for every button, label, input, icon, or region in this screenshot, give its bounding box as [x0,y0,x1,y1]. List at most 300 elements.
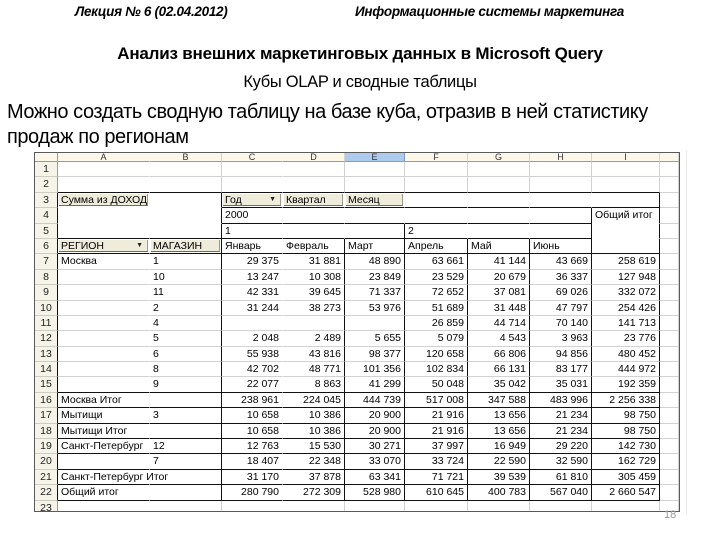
cell-J13[interactable] [660,347,679,362]
column-header-J[interactable] [660,153,679,162]
cell-I8-total[interactable]: 127 948 [592,270,660,285]
sheet-row-9 [35,285,679,300]
cell-A8-region[interactable] [58,270,150,285]
cell-I23[interactable] [592,501,660,512]
cell-I14-total[interactable]: 444 972 [592,362,660,377]
body-line-2: продаж по регионам [7,126,189,148]
cell-A21-region[interactable]: Санкт-Петербург Итог [58,470,150,485]
column-header-F[interactable]: F [405,153,468,162]
cell-J22[interactable] [660,485,679,500]
cell-I20-total[interactable]: 162 729 [592,454,660,469]
slide-title: Анализ внешних маркетинговых данных в Microsoft Query [117,44,603,63]
cell-J5[interactable] [660,224,679,239]
cell-E13[interactable]: 98 377 [345,347,405,362]
cell-I3[interactable] [592,193,660,208]
month-field-button[interactable] [346,194,403,206]
cell-H8[interactable]: 36 337 [530,270,592,285]
month-field-label: Месяц [348,193,380,206]
cell-G2[interactable] [468,177,530,192]
cell-G12[interactable]: 4 543 [468,331,530,346]
course-title: Информационные системы маркетинга [355,4,624,19]
cell-F9[interactable]: 72 652 [405,285,468,300]
sheet-row-4 [35,208,679,223]
cell-G14[interactable]: 66 131 [468,362,530,377]
cell-J11[interactable] [660,316,679,331]
cell-A15-region[interactable] [58,377,150,392]
cell-G3[interactable] [468,193,530,208]
cell-H15[interactable]: 35 031 [530,377,592,392]
cell-D9[interactable]: 39 645 [283,285,345,300]
cell-E9[interactable]: 71 337 [345,285,405,300]
cell-D14[interactable]: 48 771 [283,362,345,377]
month-header-january[interactable]: Январь [222,239,283,254]
cell-B18-store[interactable] [150,424,222,439]
cell-A16-region[interactable]: Москва Итог [58,393,150,408]
cell-J8[interactable] [660,270,679,285]
cell-G7[interactable]: 41 144 [468,254,530,269]
cell-J1[interactable] [660,162,679,177]
store-field-label: МАГАЗИН [153,239,203,252]
cell-E15[interactable]: 41 299 [345,377,405,392]
cell-E3[interactable] [345,193,405,208]
cell-I18-total[interactable]: 98 750 [592,424,660,439]
cell-G19[interactable]: 16 949 [468,439,530,454]
cell-C15[interactable]: 22 077 [222,377,283,392]
body-line-1: Можно создать сводную таблицу на базе куба, отразив в ней статистику [7,101,648,123]
row-header-5[interactable]: 5 [35,224,58,239]
cell-H9[interactable]: 69 026 [530,285,592,300]
cell-G17[interactable]: 13 656 [468,408,530,423]
cell-B13-store[interactable]: 6 [150,347,222,362]
cell-D21[interactable]: 37 878 [283,470,345,485]
sheet-row-10 [35,301,679,316]
cell-G10[interactable]: 31 448 [468,301,530,316]
cell-H2[interactable] [530,177,592,192]
cell-G11[interactable]: 44 714 [468,316,530,331]
cell-I17-total[interactable]: 98 750 [592,408,660,423]
cell-F8[interactable]: 23 529 [405,270,468,285]
cell-C22[interactable]: 280 790 [222,485,283,500]
cell-F11[interactable]: 26 859 [405,316,468,331]
sheet-row-1 [35,162,679,177]
sheet-row-8 [35,270,679,285]
cell-I10-total[interactable]: 254 426 [592,301,660,316]
row-header-4[interactable]: 4 [35,208,58,223]
cell-G22[interactable]: 400 783 [468,485,530,500]
cell-B2[interactable] [150,177,222,192]
month-header-march[interactable]: Март [345,239,405,254]
sheet-row-2 [35,177,679,192]
cell-H19[interactable]: 29 220 [530,439,592,454]
cell-E2[interactable] [345,177,405,192]
cell-G16[interactable]: 347 588 [468,393,530,408]
cell-F21[interactable]: 71 721 [405,470,468,485]
slide-subtitle: Кубы OLAP и сводные таблицы [243,73,477,91]
cell-F4[interactable] [405,208,468,223]
cell-C19[interactable]: 12 763 [222,439,283,454]
data-field-label: Сумма из ДОХОД [61,193,148,206]
sheet-row-17 [35,408,679,423]
cell-F16[interactable]: 517 008 [405,393,468,408]
cell-G4[interactable] [468,208,530,223]
cell-J15[interactable] [660,377,679,392]
cell-E21[interactable]: 63 341 [345,470,405,485]
cell-J7[interactable] [660,254,679,269]
cell-H4[interactable] [530,208,592,223]
cell-E17[interactable]: 20 900 [345,408,405,423]
cell-A9-region[interactable] [58,285,150,300]
cell-C21[interactable]: 31 170 [222,470,283,485]
month-header-april[interactable]: Апрель [405,239,468,254]
cell-H10[interactable]: 47 797 [530,301,592,316]
column-header-G[interactable]: G [468,153,530,162]
cell-A23[interactable] [58,501,150,512]
quarter-field-button[interactable] [284,194,343,206]
cell-H16[interactable]: 483 996 [530,393,592,408]
cell-B16-store[interactable] [150,393,222,408]
cell-D16[interactable]: 224 045 [283,393,345,408]
cell-E22[interactable]: 528 980 [345,485,405,500]
cell-C18[interactable]: 10 658 [222,424,283,439]
cell-D19[interactable]: 15 530 [283,439,345,454]
cell-E16[interactable]: 444 739 [345,393,405,408]
cell-D8[interactable]: 10 308 [283,270,345,285]
cell-I11-total[interactable]: 141 713 [592,316,660,331]
row-header-21[interactable]: 21 [35,470,58,485]
cell-G9[interactable]: 37 081 [468,285,530,300]
cell-D22[interactable]: 272 309 [283,485,345,500]
cell-J2[interactable] [660,177,679,192]
cell-E5[interactable] [345,224,405,239]
cell-H7[interactable]: 43 669 [530,254,592,269]
cell-A17-region[interactable]: Мытищи [58,408,150,423]
sheet-row-12 [35,331,679,346]
cell-G20[interactable]: 22 590 [468,454,530,469]
cell-C9[interactable]: 42 331 [222,285,283,300]
cell-B22-store[interactable] [150,485,222,500]
cell-E23[interactable] [345,501,405,512]
cell-A7-region[interactable]: Москва [58,254,150,269]
cell-I19-total[interactable]: 142 730 [592,439,660,454]
cell-B10-store[interactable]: 2 [150,301,222,316]
cell-H1[interactable] [530,162,592,177]
cell-D15[interactable]: 8 863 [283,377,345,392]
sheet-row-13 [35,347,679,362]
cell-H12[interactable]: 3 963 [530,331,592,346]
cell-H14[interactable]: 83 177 [530,362,592,377]
row-header-8[interactable]: 8 [35,270,58,285]
cell-J6[interactable] [660,239,679,254]
cell-G18[interactable]: 13 656 [468,424,530,439]
cell-G1[interactable] [468,162,530,177]
cell-A2[interactable] [58,177,150,192]
cell-C12[interactable]: 2 048 [222,331,283,346]
cell-F2[interactable] [405,177,468,192]
row-header-14[interactable]: 14 [35,362,58,377]
month-header-june[interactable]: Июнь [530,239,592,254]
cell-J21[interactable] [660,470,679,485]
column-header-D[interactable]: D [283,153,345,162]
cell-E18[interactable]: 20 900 [345,424,405,439]
year-field-button[interactable] [223,194,281,206]
cell-G8[interactable]: 20 679 [468,270,530,285]
divider [686,150,687,515]
cell-I9-total[interactable]: 332 072 [592,285,660,300]
store-field-button[interactable] [151,240,220,252]
cell-E11[interactable] [345,316,405,331]
column-header-H[interactable]: H [530,153,592,162]
cell-I16-total[interactable]: 2 256 338 [592,393,660,408]
cell-A14-region[interactable] [58,362,150,377]
sheet-row-3 [35,193,679,208]
cell-E1[interactable] [345,162,405,177]
row-header-3[interactable]: 3 [35,193,58,208]
cell-D1[interactable] [283,162,345,177]
cell-A1[interactable] [58,162,150,177]
cell-B7-store[interactable]: 1 [150,254,222,269]
cell-H5[interactable] [530,224,592,239]
cell-B14-store[interactable]: 8 [150,362,222,377]
cell-E4[interactable] [345,208,405,223]
cell-I5[interactable] [592,224,660,239]
row-header-19[interactable]: 19 [35,439,58,454]
row-header-1[interactable]: 1 [35,162,58,177]
cell-D23[interactable] [283,501,345,512]
quarter-field-label: Квартал [286,193,326,206]
cell-F10[interactable]: 51 689 [405,301,468,316]
cell-F1[interactable] [405,162,468,177]
cell-F18[interactable]: 21 916 [405,424,468,439]
cell-B1[interactable] [150,162,222,177]
cell-B23[interactable] [150,501,222,512]
row-header-18[interactable]: 18 [35,424,58,439]
cell-D20[interactable]: 22 348 [283,454,345,469]
cell-D3[interactable] [283,193,345,208]
cell-D12[interactable]: 2 489 [283,331,345,346]
row-header-9[interactable]: 9 [35,285,58,300]
sheet-row-7 [35,254,679,269]
cell-H21[interactable]: 61 810 [530,470,592,485]
cell-I2[interactable] [592,177,660,192]
cell-G15[interactable]: 35 042 [468,377,530,392]
select-all-corner[interactable] [35,153,58,162]
data-field-button[interactable] [59,194,148,206]
cell-D17[interactable]: 10 386 [283,408,345,423]
cell-H17[interactable]: 21 234 [530,408,592,423]
cell-H3[interactable] [530,193,592,208]
cell-C23[interactable] [222,501,283,512]
cell-F17[interactable]: 21 916 [405,408,468,423]
sheet-row-18 [35,424,679,439]
cell-E19[interactable]: 30 271 [345,439,405,454]
cell-J3[interactable] [660,193,679,208]
grand-total-header[interactable]: Общий итог [592,208,660,223]
cell-D7[interactable]: 31 881 [283,254,345,269]
row-header-15[interactable]: 15 [35,377,58,392]
cell-A10-region[interactable] [58,301,150,316]
cell-A22-region[interactable]: Общий итог [58,485,150,500]
cell-G21[interactable]: 39 539 [468,470,530,485]
cell-J14[interactable] [660,362,679,377]
cell-F7[interactable]: 63 661 [405,254,468,269]
cell-H18[interactable]: 21 234 [530,424,592,439]
cell-B8-store[interactable]: 10 [150,270,222,285]
sheet-row-15 [35,377,679,392]
sheet-row-23 [35,501,679,512]
cell-C5-quarter-1[interactable]: 1 [222,224,283,239]
cell-F15[interactable]: 50 048 [405,377,468,392]
cell-C8[interactable]: 13 247 [222,270,283,285]
cell-E7[interactable]: 48 890 [345,254,405,269]
region-field-button[interactable] [59,240,148,252]
cell-D10[interactable]: 38 273 [283,301,345,316]
cell-C11[interactable] [222,316,283,331]
cell-F20[interactable]: 33 724 [405,454,468,469]
cell-B19-store[interactable]: 12 [150,439,222,454]
cell-J16[interactable] [660,393,679,408]
cell-B17-store[interactable]: 3 [150,408,222,423]
page-number: 18 [664,509,677,521]
cell-G23[interactable] [468,501,530,512]
cell-J18[interactable] [660,424,679,439]
cell-B9-store[interactable]: 11 [150,285,222,300]
cell-A3[interactable] [58,193,150,208]
cell-G13[interactable]: 66 806 [468,347,530,362]
cell-C3[interactable] [222,193,283,208]
cell-C7[interactable]: 29 375 [222,254,283,269]
cell-C13[interactable]: 55 938 [222,347,283,362]
sheet-row-11 [35,316,679,331]
column-header-A[interactable]: A [58,153,150,162]
cell-H13[interactable]: 94 856 [530,347,592,362]
row-header-10[interactable]: 10 [35,301,58,316]
sheet-row-6 [35,239,679,254]
cell-B12-store[interactable]: 5 [150,331,222,346]
cell-E12[interactable]: 5 655 [345,331,405,346]
month-header-february[interactable]: Февраль [283,239,345,254]
cell-B3[interactable] [150,193,222,208]
row-header-11[interactable]: 11 [35,316,58,331]
cell-D18[interactable]: 10 386 [283,424,345,439]
cell-C16[interactable]: 238 961 [222,393,283,408]
cell-F5-quarter-2[interactable]: 2 [405,224,468,239]
cell-J17[interactable] [660,408,679,423]
cell-H23[interactable] [530,501,592,512]
cell-I22-total[interactable]: 2 660 547 [592,485,660,500]
row-header-12[interactable]: 12 [35,331,58,346]
cell-B4[interactable] [150,208,222,223]
column-header-C[interactable]: C [222,153,283,162]
cell-G5[interactable] [468,224,530,239]
cell-C20[interactable]: 18 407 [222,454,283,469]
cell-H22[interactable]: 567 040 [530,485,592,500]
cell-B21-store[interactable] [150,470,222,485]
cell-F22[interactable]: 610 645 [405,485,468,500]
cell-A6[interactable] [58,239,150,254]
cell-C17[interactable]: 10 658 [222,408,283,423]
cell-J10[interactable] [660,301,679,316]
row-header-2[interactable]: 2 [35,177,58,192]
cell-E10[interactable]: 53 976 [345,301,405,316]
dropdown-arrow-icon[interactable]: ▼ [136,241,143,249]
cell-B11-store[interactable]: 4 [150,316,222,331]
cell-H11[interactable]: 70 140 [530,316,592,331]
body-text [7,100,648,150]
cell-C10[interactable]: 31 244 [222,301,283,316]
cell-B6[interactable] [150,239,222,254]
cell-J4[interactable] [660,208,679,223]
cell-F3[interactable] [405,193,468,208]
row-header-6[interactable]: 6 [35,239,58,254]
cell-A5[interactable] [58,224,150,239]
cell-F13[interactable]: 120 658 [405,347,468,362]
cell-D5[interactable] [283,224,345,239]
cell-H20[interactable]: 32 590 [530,454,592,469]
cell-B20-store[interactable]: 7 [150,454,222,469]
column-header-B[interactable]: B [150,153,222,162]
year-field-label: Год [225,193,242,206]
cell-A4[interactable] [58,208,150,223]
cell-C4-year[interactable]: 2000 [222,208,283,223]
cell-C2[interactable] [222,177,283,192]
row-header-7[interactable]: 7 [35,254,58,269]
cell-I13-total[interactable]: 480 452 [592,347,660,362]
cell-A20-region[interactable] [58,454,150,469]
cell-I6[interactable] [592,239,660,254]
cell-J19[interactable] [660,439,679,454]
cell-D4[interactable] [283,208,345,223]
cell-E8[interactable]: 23 849 [345,270,405,285]
cell-I1[interactable] [592,162,660,177]
cell-J12[interactable] [660,331,679,346]
cell-A12-region[interactable] [58,331,150,346]
cell-D2[interactable] [283,177,345,192]
cell-F19[interactable]: 37 997 [405,439,468,454]
cell-I21-total[interactable]: 305 459 [592,470,660,485]
row-header-23[interactable]: 23 [35,501,58,512]
cell-J20[interactable] [660,454,679,469]
row-header-16[interactable]: 16 [35,393,58,408]
row-header-17[interactable]: 17 [35,408,58,423]
cell-A11-region[interactable] [58,316,150,331]
cell-I7-total[interactable]: 258 619 [592,254,660,269]
cell-F14[interactable]: 102 834 [405,362,468,377]
cell-F12[interactable]: 5 079 [405,331,468,346]
cell-A18-region[interactable]: Мытищи Итог [58,424,150,439]
cell-A13-region[interactable] [58,347,150,362]
cell-F23[interactable] [405,501,468,512]
cell-I12-total[interactable]: 23 776 [592,331,660,346]
cell-C1[interactable] [222,162,283,177]
row-header-22[interactable]: 22 [35,485,58,500]
month-header-may[interactable]: Май [468,239,530,254]
cell-D11[interactable] [283,316,345,331]
column-header-E[interactable]: E [345,153,405,162]
cell-B15-store[interactable]: 9 [150,377,222,392]
cell-C14[interactable]: 42 702 [222,362,283,377]
column-header-I[interactable]: I [592,153,660,162]
row-header-20[interactable]: 20 [35,454,58,469]
row-header-13[interactable]: 13 [35,347,58,362]
cell-E20[interactable]: 33 070 [345,454,405,469]
cell-I15-total[interactable]: 192 359 [592,377,660,392]
cell-D13[interactable]: 43 816 [283,347,345,362]
cell-B5[interactable] [150,224,222,239]
cell-J9[interactable] [660,285,679,300]
cell-E14[interactable]: 101 356 [345,362,405,377]
dropdown-arrow-icon[interactable]: ▼ [269,195,276,203]
cell-A19-region[interactable]: Санкт-Петербург [58,439,150,454]
